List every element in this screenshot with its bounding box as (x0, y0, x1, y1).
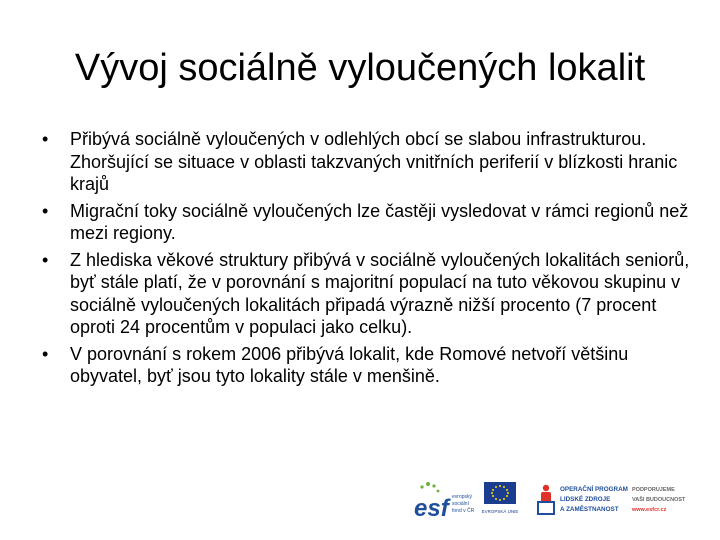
bullet-item (40, 343, 690, 388)
bullet-list (40, 128, 690, 388)
eu-caption: EVROPSKÁ UNIE (481, 509, 519, 514)
op-lzz-line1: OPERAČNÍ PROGRAM (560, 486, 628, 493)
op-lzz-logo (536, 480, 632, 520)
slide-title: Vývoj sociálně vyloučených lokalit (74, 47, 646, 89)
support-line2: VAŠI BUDOUCNOST (632, 497, 686, 503)
eu-flag-logo (480, 480, 520, 520)
footer-logos (412, 478, 702, 522)
bullet-glyph: • (42, 129, 49, 149)
esf-stars (420, 482, 439, 492)
esf-caption-2: sociální (452, 501, 469, 507)
op-lzz-line3: A ZAMĚSTNANOST (560, 506, 619, 513)
bullet-item (40, 249, 690, 339)
esf-caption-3: fond v ČR (452, 508, 475, 514)
support-line3: www.esfcr.cz (632, 507, 667, 513)
bullet-glyph: • (42, 200, 49, 221)
support-line1: PODPORUJEME (632, 487, 675, 493)
bullet-text: Z hlediska věkové struktury přibývá v sociálně vyloučených lokalitách seniorů, byť stále platí, že v porovnání s majoritní populací na tuto věkovou skupinu v sociálně vyloučených lokalitách připadá výrazně nižší procento (7 procent oproti 24 procentům v populaci jako celku). (70, 249, 690, 337)
support-logo (632, 480, 702, 520)
bullet-item (40, 200, 690, 245)
op-lzz-figure (538, 485, 554, 514)
esf-caption-1: evropský (452, 494, 473, 500)
esf-wordmark: esf (414, 495, 449, 520)
bullet-item (40, 128, 690, 196)
op-lzz-line2: LIDSKÉ ZDROJE (560, 496, 611, 503)
esf-logo (412, 480, 478, 520)
bullet-text: Migrační toky sociálně vyloučených lze častěji vysledovat v rámci regionů než mezi regiony. (70, 200, 689, 243)
bullet-text: V porovnání s rokem 2006 přibývá lokalit, kde Romové netvoří většinu obyvatel, byť jsou tyto lokality stále v menšině. (70, 343, 629, 386)
bullet-glyph: • (42, 343, 49, 364)
bullet-glyph: • (42, 249, 49, 270)
bullet-text: Přibývá sociálně vyloučených v odlehlých obcí se slabou infrastrukturou. Zhoršující se situace v oblasti takzvaných vnitřních periferií v blízkosti hranic krajů (70, 129, 678, 194)
